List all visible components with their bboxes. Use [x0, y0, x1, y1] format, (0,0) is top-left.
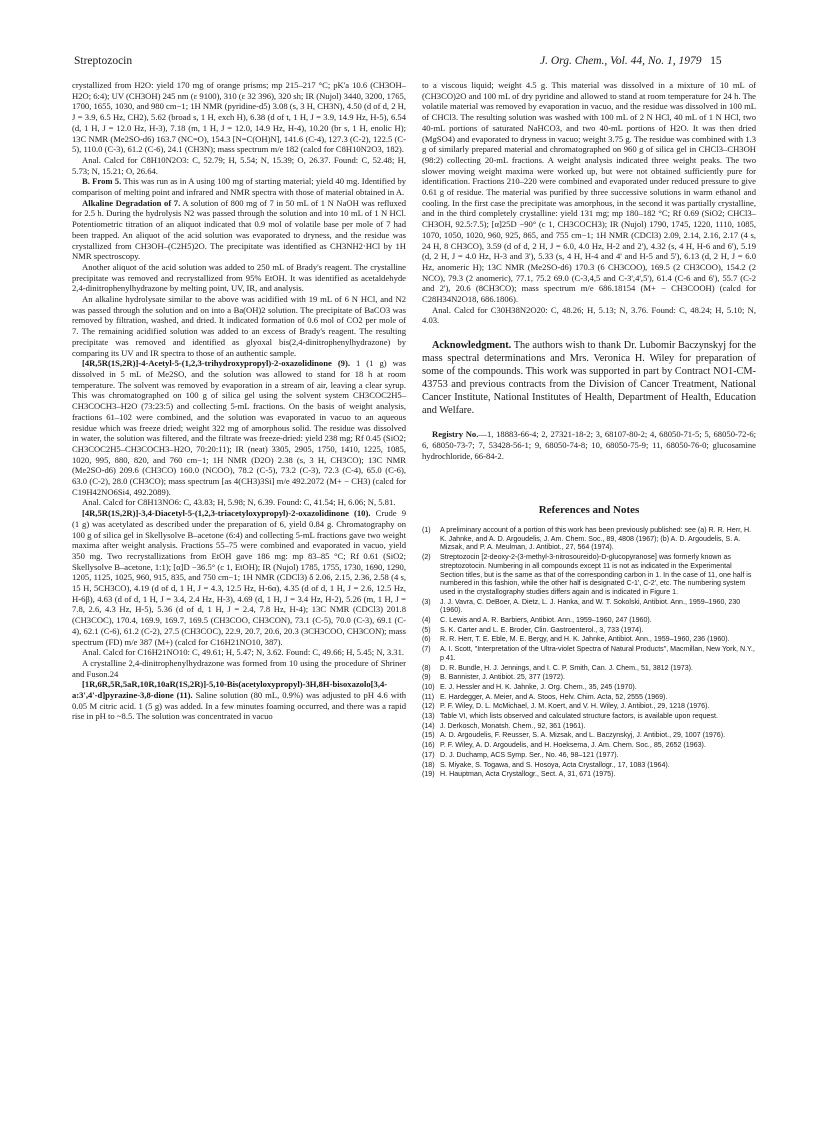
paragraph-text: Saline solution (80 mL, 0.9%) was adjusted to pH 4.6 with 0.05 M citric acid. 1 (5 g) was added. In a few minutes foaming occurred, and there was a rapid rise in pH to ~8.5. The solution was concentrated in vacuo [72, 690, 406, 722]
registry-heading: Registry No. [432, 429, 479, 440]
paragraph: A crystalline 2,4-dinitrophenylhydrazone was formed from 10 using the procedure of Shriner and Fuson.24 [72, 657, 406, 679]
reference-number: (15) [422, 731, 435, 740]
references-list [422, 526, 756, 779]
reference-number: (10) [422, 682, 435, 691]
reference-number: (2) [422, 553, 431, 562]
registry-numbers [422, 429, 756, 461]
reference-item [422, 616, 756, 625]
reference-item [422, 635, 756, 644]
paragraph: An alkaline hydrolysate similar to the above was acidified with 19 mL of 6 N HCl, and N2 was passed through the solution and on into a Ba(OH)2 solution. The precipitate of BaCO3 was removed by filtration, washed, and dried. It indicated formation of 0.6 mol of CO2 per mole of 7. The remaining acidified solution was added to an excess of Brady's reagent. The resulting precipitate was removed and identified as glyoxal bis(2,4-dinitrophenylhydrazone) by comparing its UV and IR spectra to those of an authentic sample. [72, 294, 406, 358]
reference-item [422, 722, 756, 731]
reference-item [422, 673, 756, 682]
reference-text: S. Miyake, S. Togawa, and S. Hosoya, Acta Crystallogr., 17, 1083 (1964). [440, 760, 670, 769]
reference-number: (5) [422, 625, 431, 634]
reference-item [422, 645, 756, 662]
paragraph: Anal. Calcd for C16H21NO10: C, 49.61; H, 5.47; N, 3.62. Found: C, 49.66; H, 5.45; N, 3.31. [82, 647, 405, 658]
reference-number: (19) [422, 770, 435, 779]
reference-text: J. J. Vavra, C. DeBoer, A. Dietz, L. J. Hanka, and W. T. Sokolski, Antibiot. Ann., 1959–1960, 230 (1960). [440, 597, 741, 615]
paragraph: crystallized from H2O: yield 170 mg of orange prisms; mp 215–217 °C; pK'a 10.6 (CH3OH–H2O; 6:4); UV (CH3OH) 245 nm (ε 9100), 310 (ε 32 396), 320 sh; IR (Nujol) 3440, 3200, 1765, 1700, 1655, 1030, and 980 cm−1; 1H NMR (pyridine-d5) 3.08 (s, 3 H, CH3N), 4.50 (d of d, 2 H, J = 3.9, 6.5 Hz, CH2), 5.62 (broad s, 1 H, exch H), 6.38 (d of t, 1 H, J = 3.9, 14.9 Hz, H-5), 6.54 (d, 1 H, J = 12.0 Hz, H-3), 7.18 (m, 1 H, J = 12.0, 14.9 Hz, H-4), 10.20 (br s, 1 H, enolic H); 13C NMR (Me2SO-d6) 163.7 (NC=O), 154.3 [N=C(OH)N], 141.6 (C-4), 127.3 (C-2), 122.5 (C-5), 110.0 (C-3), 61.2 (C-6), 24.1 (CH3N); mass spectrum m/e 182 (calcd for C8H10N2O3, 182). [72, 80, 407, 155]
reference-text: H. Hauptman, Acta Crystallogr., Sect. A, 31, 671 (1975). [440, 770, 616, 779]
reference-text: E. J. Hessler and H. K. Jahnke, J. Org. Chem., 35, 245 (1970). [440, 682, 637, 691]
acknowledgment-heading: Acknowledgment. [432, 340, 512, 352]
reference-text: P. F. Wiley, D. L. McMichael, J. M. Koert, and V. H. Wiley, J. Antibiot., 29, 1218 (1976). [440, 702, 710, 711]
reference-number: (4) [422, 616, 431, 625]
paragraph [72, 198, 406, 262]
paragraph [72, 176, 406, 197]
reference-number: (17) [422, 750, 435, 759]
reference-item [422, 761, 756, 770]
reference-item [422, 751, 756, 760]
reference-number: (13) [422, 712, 435, 721]
reference-text: B. Bannister, J. Antibiot. 25, 377 (1972). [440, 673, 566, 682]
acknowledgment-text: The authors wish to thank Dr. Lubomir Baczynskyj for the mass spectral determinations and Mrs. Veronica H. Wiley for preparation of some of the compounds. This work was supported in part by Contract NO1-CM-43753 and previous contracts from the Division of Cancer Treatment, National Cancer Institute, National Institutes of Health, Department of Health, Education and Welfare. [422, 340, 757, 417]
reference-text: C. Lewis and A. R. Barbiers, Antibiot. Ann., 1959–1960, 247 (1960). [440, 616, 652, 625]
left-column [72, 80, 406, 722]
reference-number: (14) [422, 721, 435, 730]
reference-item [422, 741, 756, 750]
compound-heading: [4R,5R(1S,2R)]-3,4-Diacetyl-5-(1,2,3-triacetyloxypropyl)-2-oxazolidinone (10). [82, 508, 371, 519]
paragraph: Anal. Calcd for C8H10N2O3: C, 52.79; H, 5.54; N, 15.39; O, 26.37. Found: C, 52.48; H, 5.73; N, 15.21; O, 26.64. [72, 154, 406, 176]
reference-item [422, 693, 756, 702]
paragraph: Anal. Calcd for C30H38N2O20: C, 48.26; H, 5.13; N, 3.76. Found: C, 48.24; H, 5.10; N, 4.03. [422, 304, 756, 326]
reference-item [422, 626, 756, 635]
reference-item [422, 731, 756, 740]
reference-item [422, 598, 756, 615]
acknowledgment [422, 339, 756, 417]
paragraph: to a viscous liquid; weight 4.5 g. This material was dissolved in a mixture of 10 mL of (CH3CO)2O and 100 mL of dry pyridine and allowed to stand at room temperature for 24 h. The volatile material was removed by evaporation in vacuo, and the residue was dissolved in 100 mL of CHCl3. The resulting solution was washed with 100 mL of 2 N HCl, 40 mL of 1 N HCl, two 40-mL portions of saturated NaHCO3, and two 40-mL portions of H2O. It was then dried (MgSO4) and evaporated to dryness in vacuo; weight 3.75 g. The residue was combined with 1.3 g of similarly prepared material and chromatographed on 960 g of silica gel in CHCl3–CH3OH (98:2) collecting 20-mL fractions. A weight analysis indicated three weight peaks. The two slower moving weight maxima were worked up, but were not obtained sufficiently pure for identification. Fractions 210–220 were combined and evaporated under reduced pressure to give 0.61 g of residue. The material was purified by three successive solutions in warm ethanol and cooling. In the first case the precipitate was amorphous, in the second it was partially crystalline, and in the third completely crystalline: yield 131 mg; mp 180–182 °C; Rf 0.69 (SiO2; CHCl3–CH3OH, 92.5:7.5); [α]25D −90° (c 1, CH3COCH3); IR (Nujol) 1790, 1745, 1220, 1110, 1085, 1070, 1050, 1020, 960, 925, 865, and 755 cm−1; 1H NMR (CDCl3) 2.09, 2.14, 2.16, 2.17 (4 s, 24 H, 8 CH3CO), 3.59 (d of d, 2 H, J = 6.0, 4.0 Hz, H-2 and 2'), 4.32 (s, 4 H, H-6 and 6'), 5.19 (d, 2 H, J = 4.0 Hz, H-3 and 3'), 5.33 (s, 4 H, H-4 and 4' and H-5 and 5'), 6.13 (d, 2 H, J = 6.0 Hz, anomeric H); 13C NMR (Me2SO-d6) 170.3 (6 CH3COO), 169.5 (2 CH3COO), 154.2 (2 NCO), 79.3 (2 anomeric), 77.1, 75.2 69.0 (C-3,4,5 and C-3',4',5'), 61.4 (C-6 and 6'), 55.7 (C-2 and 2'), 20.6 (8CH3CO); mass spectrum m/e 686.18154 (M+ − CH3COOH) (calcd for C28H34N2O18, 686.1806). [422, 80, 756, 305]
section-heading: Alkaline Degradation of 7. [82, 197, 181, 208]
reference-item [422, 526, 756, 552]
reference-item [422, 664, 756, 673]
reference-item [422, 683, 756, 692]
reference-number: (7) [422, 645, 431, 654]
reference-text: A. I. Scott, "Interpretation of the Ultra-violet Spectra of Natural Products", Macmillan, New York, N.Y., p 41. [440, 645, 755, 662]
reference-number: (8) [422, 663, 431, 672]
paragraph [72, 508, 406, 647]
page-number: 15 [710, 55, 722, 67]
reference-text: Table VI, which lists observed and calculated structure factors, is available upon request. [440, 712, 718, 721]
reference-number: (9) [422, 673, 431, 682]
right-column [422, 80, 756, 780]
compound-heading: [1R,6R,5R,5aR,10R,10aR(1S,2R)]-5,10-Bis(acetyloxypropyl)-3H,8H-bisoxazolo[3,4-a:3',4'-d]pyrazine-3,8-dione (11). [72, 679, 388, 701]
compound-heading: [4R,5R(1S,2R)]-4-Acetyl-5-(1,2,3-trihydroxypropyl)-2-oxazolidinone (9). [82, 358, 350, 369]
reference-number: (1) [422, 525, 431, 534]
journal-citation: J. Org. Chem., Vol. 44, No. 1, 1979 [540, 55, 702, 67]
reference-text: A. D. Argoudelis, F. Reusser, S. A. Mizsak, and L. Baczynskyj, J. Antibiot., 29, 1007 (1976). [440, 731, 726, 740]
paragraph [72, 679, 406, 722]
paragraph [72, 358, 406, 497]
reference-number: (6) [422, 635, 431, 644]
section-heading: B. From 5. [82, 176, 122, 187]
running-header-right [540, 55, 722, 67]
paragraph: Anal. Calcd for C8H13NO6: C, 43.83; H, 5.98; N, 6.39. Found: C, 41.54; H, 6.06; N, 5.81. [82, 497, 396, 508]
reference-item [422, 553, 756, 597]
paragraph-text: This was run as in A using 100 mg of starting material; yield 40 mg. Identified by comparison of melting point and infrared and NMR spectra with those of material obtained in A. [72, 176, 407, 198]
reference-number: (18) [422, 760, 435, 769]
reference-text: Streptozocin [2-deoxy-2-(3-methyl-3-nitrosoureido)-D-glucopyranose] was formerly known as streptozotocin. Numbering in all compounds except 11 is not as indicated in the Experimental Section titles, but is the same as that of the corresponding carbon in 1. In the case of 11, one half is numbered in this fashion, while the other half is designated C-1', C-2', etc. The numbering system used in the crystallography studies differs again and is indicated in Figure 1. [440, 553, 752, 596]
reference-text: R. R. Herr, T. E. Eble, M. E. Bergy, and H. K. Jahnke, Antibiot. Ann., 1959–1960, 236 (1960). [440, 635, 730, 644]
reference-item [422, 770, 756, 779]
reference-text: E. Hardegger, A. Meier, and A. Stoos, Helv. Chim. Acta, 52, 2555 (1969). [440, 692, 668, 701]
reference-item [422, 702, 756, 711]
reference-item [422, 712, 756, 721]
reference-number: (3) [422, 597, 431, 606]
reference-text: S. K. Carter and L. E. Broder, Clin. Gastroenterol., 3, 733 (1974). [440, 625, 644, 634]
paragraph-text: 1 (1 g) was dissolved in 5 mL of Me2SO, and the solution was allowed to stand for 18 h at room temperature. The solvent was removed by evaporation in a stream of air, leaving a clear syrup. This was chromatographed on 100 g of silica gel using the solvent system CH3COC2H5–CH3COCH3–H2O (73:23:5) and collecting 5-mL fractions. On the basis of weight analysis, fractions 61–102 were combined, and the solution was evaporated in vacuo to an aqueous residue which was freeze dried; weight 322 mg of amorphous solid. The residue was dissolved in water, the solution was filtered, and the filtrate was freeze-dried: yield 238 mg; Rf 0.45 (SiO2; CH3COC2H5–CH3COCH3–H2O, 70:20:11); IR (neat) 3305, 2905, 1750, 1410, 1225, 1085, 1020, 995, 880, 820, and 760 cm−1; 1H NMR (D2O) 2.38 (s, 3 H, CH3CO); 13C NMR (Me2SO-d6) 209.6 (CH3CO) 160.0 (NCOO), 78.2 (C-5), 73.2 (C-3), 72.3 (C-4), 65.0 (C-6), 63.0 (C-2), 28.0 (CH3CO); mass spectrum [as 4(CH3)3Si] m/e 492.2072 (M+ − CH3) (calcd for C19H42NO6Si4, 492.2089). [72, 358, 406, 497]
reference-text: A preliminary account of a portion of this work has been previously published: see (a) R. R. Herr, H. K. Jahnke, and A. D. Argoudelis, J. Am. Chem. Soc., 89, 4808 (1967); (b) A. D. Argoudelis, S. A. Mizsak, and P. A. Meulman, J. Antibiot., 27, 564 (1974). [440, 525, 752, 552]
reference-text: D. J. Duchamp, ACS Symp. Ser., No. 46, 98–121 (1977). [440, 750, 619, 759]
paragraph: Another aliquot of the acid solution was added to 250 mL of Brady's reagent. The crystalline precipitate was removed and recrystallized from 95% EtOH. It was identified as acetaldehyde 2,4-dinitrophenylhydrazone by melting point, UV, IR, and analysis. [72, 261, 406, 294]
registry-text: —1, 18883-66-4; 2, 27321-18-2; 3, 68107-80-2; 4, 68050-71-5; 5, 68050-72-6; 6, 68050-73-7; 7, 53428-56-1; 9, 68050-74-8; 10, 68050-75-9; 11, 68050-76-0; glucosamine hydrochloride, 66-84-2. [422, 429, 756, 461]
paragraph-text: Crude 9 (1 g) was acetylated as described under the preparation of 6, yield 0.84 g. Chromatography on 100 g of silica gel in Skellysolve B–acetone (6:4) and collecting 5-mL fractions gave two weight maxima after weight analysis. Fractions 55–75 were combined and evaporated in vacuo, yield 350 mg. Two recrystallizations from EtOH gave 186 mg: mp 83–85 °C; Rf 0.61 (SiO2; Skellysolve B–acetone, 1:1); [α]D −36.5° (c 1, EtOH); IR (Nujol) 1785, 1755, 1730, 1690, 1290, 1205, 1125, 1025, 960, 915, 835, and 750 cm−1; 1H NMR (CDCl3) δ 2.06, 2.15, 2.36, 2.58 (4 s, 15 H, 5CH3CO), 4.19 (d of d, 1 H, J = 4.3, 12.5 Hz, H-6α), 4.35 (d of d, 1 H, J = 2.6, 12.5 Hz, H-6β), 4.63 (d of d, 1 H, J = 3.4, 2.4 Hz, H-3), 4.69 (d, 1 H, J = 3.4 Hz, H-2), 5.26 (m, 1 H, J = 7.8, 2.6, 4.3 Hz, H-5), 5.36 (d of d, 1 H, J = 2.4, 7.8 Hz, H-4); 13C NMR (CDCl3) 201.8 (CH3COC), 170.4, 169.9, 169.7, 169.5 (CH3COO, CH3CON), 73.1 (C-5), 70.0 (C-3), 69.1 (C-4), 62.1 (C-6), 61.2 (C-2), 27.5 (CH3COC), 22.9, 20.7, 20.6, 20.3 (3CH3COO, CH3CON); mass spectrum (FD) m/e 387 (M+) (calcd for C16H21NO10, 387). [72, 508, 406, 647]
running-header-left: Streptozocin [74, 55, 133, 67]
reference-text: J. Derkosch, Monatsh. Chem., 92, 361 (1961). [440, 721, 586, 730]
references-title: References and Notes [538, 504, 640, 517]
reference-number: (12) [422, 702, 435, 711]
reference-number: (16) [422, 741, 435, 750]
paragraph-text: A solution of 800 mg of 7 in 50 mL of 1 N NaOH was refluxed for 2.5 h. During the hydrolysis N2 was passed through the solution and into 10 mL of 1 N HCl. Potentiometric titration of an aliquot indicated that 0.9 mol of volatile base per mole of 7 had been trapped. An aliquot of the acid solution was evaporated to dryness, and the residue was crystallized from CH3OH–(C2H5)2O. The precipitate was identified as CH3NH2·HCl by 1H NMR spectroscopy. [72, 197, 406, 262]
reference-number: (11) [422, 692, 435, 701]
reference-text: D. R. Bundle, H. J. Jennings, and I. C. P. Smith, Can. J. Chem., 51, 3812 (1973). [440, 663, 694, 672]
reference-text: P. F. Wiley, A. D. Argoudelis, and H. Hoeksema, J. Am. Chem. Soc., 85, 2652 (1963). [440, 741, 706, 750]
